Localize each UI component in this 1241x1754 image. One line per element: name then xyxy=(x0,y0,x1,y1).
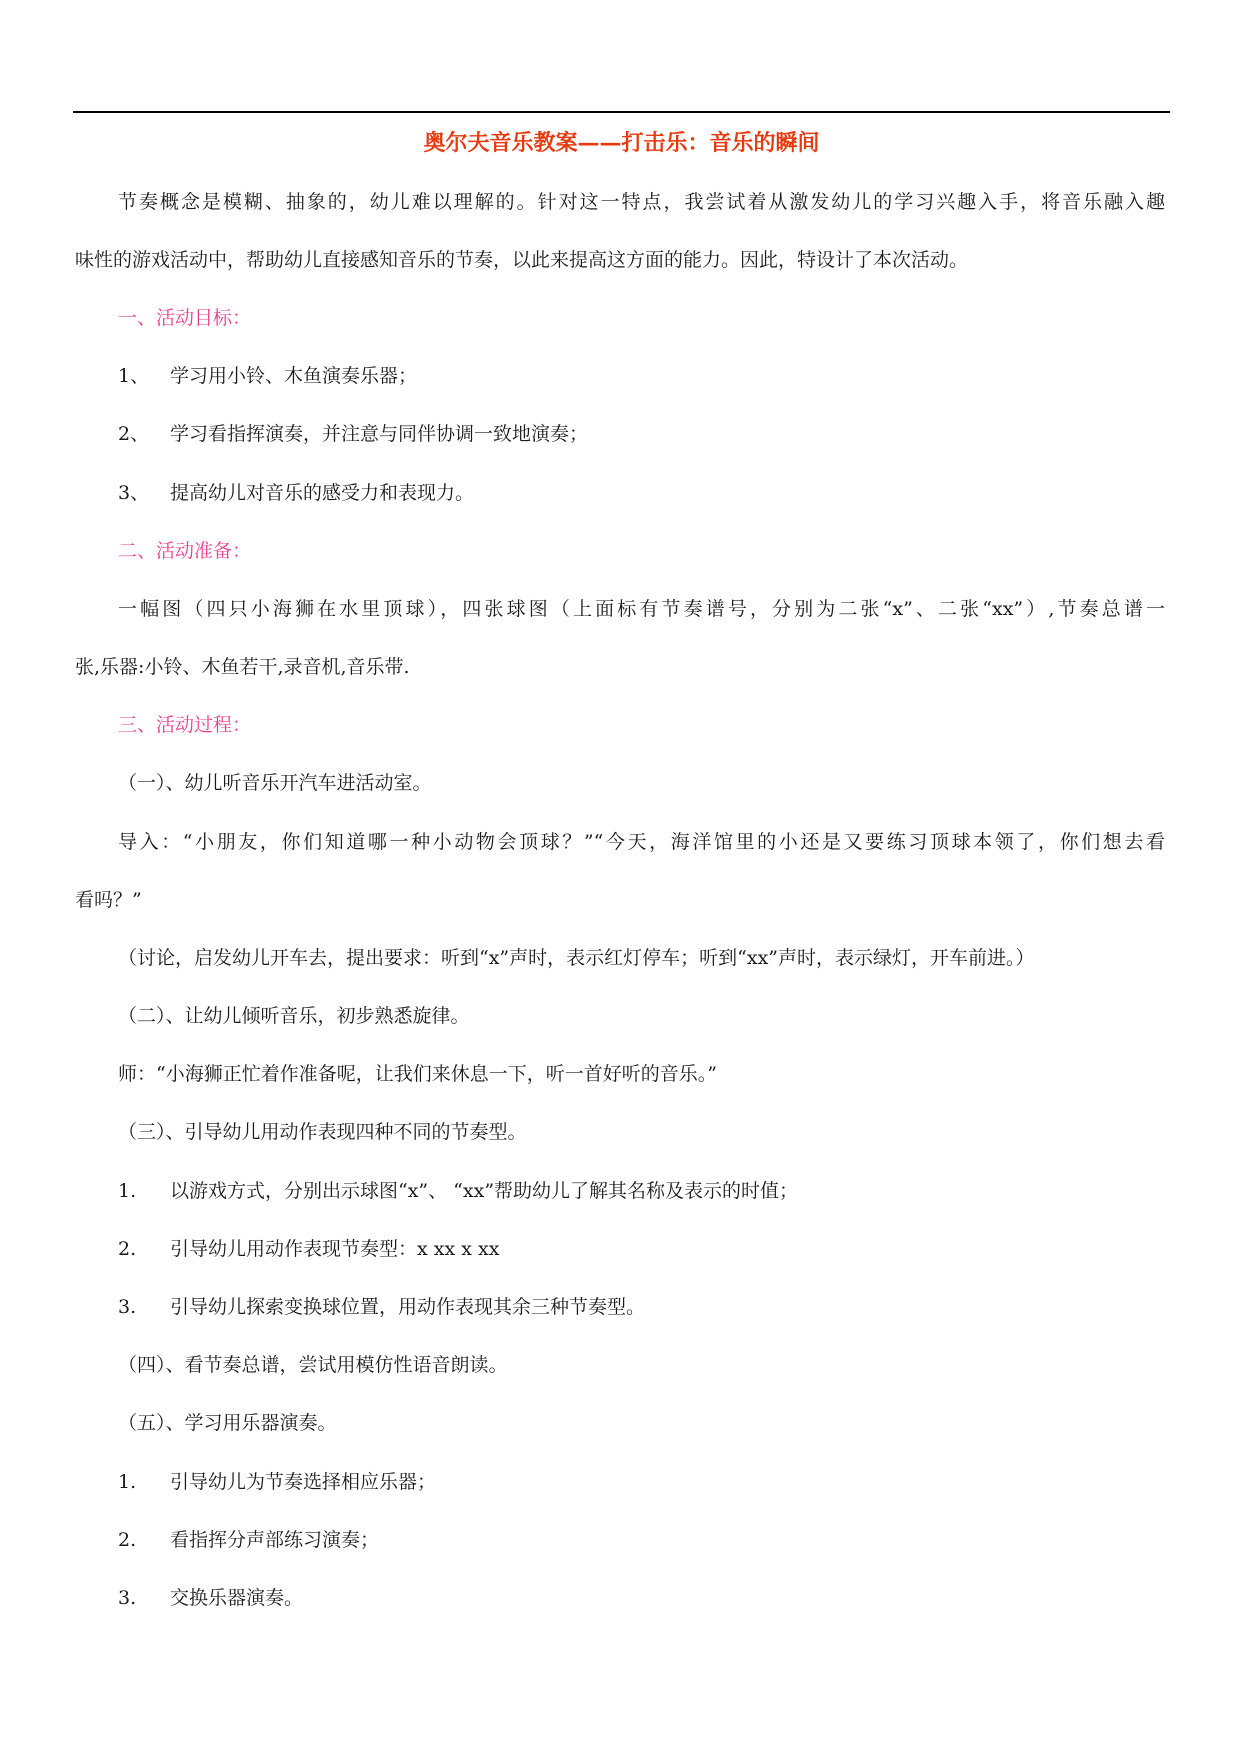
step3-item-number: 3. xyxy=(118,1296,137,1318)
step5-item xyxy=(118,1467,436,1497)
step5-item-text: 交换乐器演奏。 xyxy=(170,1587,304,1609)
step5-item xyxy=(118,1525,379,1555)
step3-item-text: 引导幼儿用动作表现节奏型：x xx x xx xyxy=(170,1238,500,1260)
goal-item-text: 学习看指挥演奏，并注意与同伴协调一致地演奏； xyxy=(170,423,589,445)
goal-item xyxy=(118,419,588,449)
step3-item xyxy=(118,1176,798,1206)
section-heading-goals: 一、活动目标： xyxy=(118,307,252,329)
intro-line-2: 味性的游戏活动中，帮助幼儿直接感知音乐的节奏，以此来提高这方面的能力。因此，特设计了本次活动。 xyxy=(75,249,969,271)
goal-item-number: 1、 xyxy=(118,365,150,387)
step3-item-text: 引导幼儿探索变换球位置，用动作表现其余三种节奏型。 xyxy=(170,1296,646,1318)
section-heading-preparation: 二、活动准备： xyxy=(118,540,252,562)
step3-item xyxy=(118,1234,499,1264)
goal-item-number: 3、 xyxy=(118,482,150,504)
process-step-3: （三）、引导幼儿用动作表现四种不同的节奏型。 xyxy=(118,1121,527,1143)
goal-item-text: 学习用小铃、木鱼演奏乐器； xyxy=(170,365,418,387)
step3-item-number: 1. xyxy=(118,1180,137,1202)
step5-item-number: 1. xyxy=(118,1471,137,1493)
process-discussion: （讨论，启发幼儿开车去，提出要求：听到“x”声时，表示红灯停车；听到“xx”声时，表示绿灯，开车前进。） xyxy=(118,947,1035,969)
step5-item-text: 引导幼儿为节奏选择相应乐器； xyxy=(170,1471,437,1493)
process-step-1: （一）、幼儿听音乐开汽车进活动室。 xyxy=(118,772,432,794)
document-title: 奥尔夫音乐教案——打击乐：音乐的瞬间 xyxy=(423,130,820,156)
preparation-line-2: 张,乐器:小铃、木鱼若干,录音机,音乐带. xyxy=(75,656,410,678)
goal-item xyxy=(118,478,474,508)
intro-line-1: 节奏概念是模糊、抽象的，幼儿难以理解的。针对这一特点，我尝试着从激发幼儿的学习兴趣入手，将音乐融入趣 xyxy=(118,191,1165,213)
step5-item-text: 看指挥分声部练习演奏； xyxy=(170,1529,380,1551)
step5-item-number: 2. xyxy=(118,1529,137,1551)
step3-item-text: 以游戏方式，分别出示球图“x”、 “xx”帮助幼儿了解其名称及表示的时值； xyxy=(170,1180,799,1202)
process-intro-line-1: 导入：“小朋友，你们知道哪一种小动物会顶球？”“今天，海洋馆里的小还是又要练习顶球本领了，你们想去看 xyxy=(118,831,1165,853)
process-intro-line-2: 看吗？” xyxy=(75,889,142,911)
step5-item xyxy=(118,1583,303,1613)
step3-item xyxy=(118,1292,645,1322)
process-step-4: （四）、看节奏总谱，尝试用模仿性语音朗读。 xyxy=(118,1354,508,1376)
process-step-2: （二）、让幼儿倾听音乐，初步熟悉旋律。 xyxy=(118,1005,470,1027)
goal-item-number: 2、 xyxy=(118,423,150,445)
preparation-line-1: 一幅图（四只小海狮在水里顶球），四张球图（上面标有节奏谱号，分别为二张“x”、二张“xx”）,节奏总谱一 xyxy=(118,598,1165,620)
section-heading-process: 三、活动过程： xyxy=(118,714,252,736)
process-teacher-line: 师：“小海狮正忙着作准备呢，让我们来休息一下，听一首好听的音乐。” xyxy=(118,1063,717,1085)
top-rule xyxy=(73,111,1170,113)
process-step-5: （五）、学习用乐器演奏。 xyxy=(118,1412,337,1434)
goal-item-text: 提高幼儿对音乐的感受力和表现力。 xyxy=(170,482,475,504)
step5-item-number: 3. xyxy=(118,1587,137,1609)
step3-item-number: 2. xyxy=(118,1238,137,1260)
goal-item xyxy=(118,361,417,391)
